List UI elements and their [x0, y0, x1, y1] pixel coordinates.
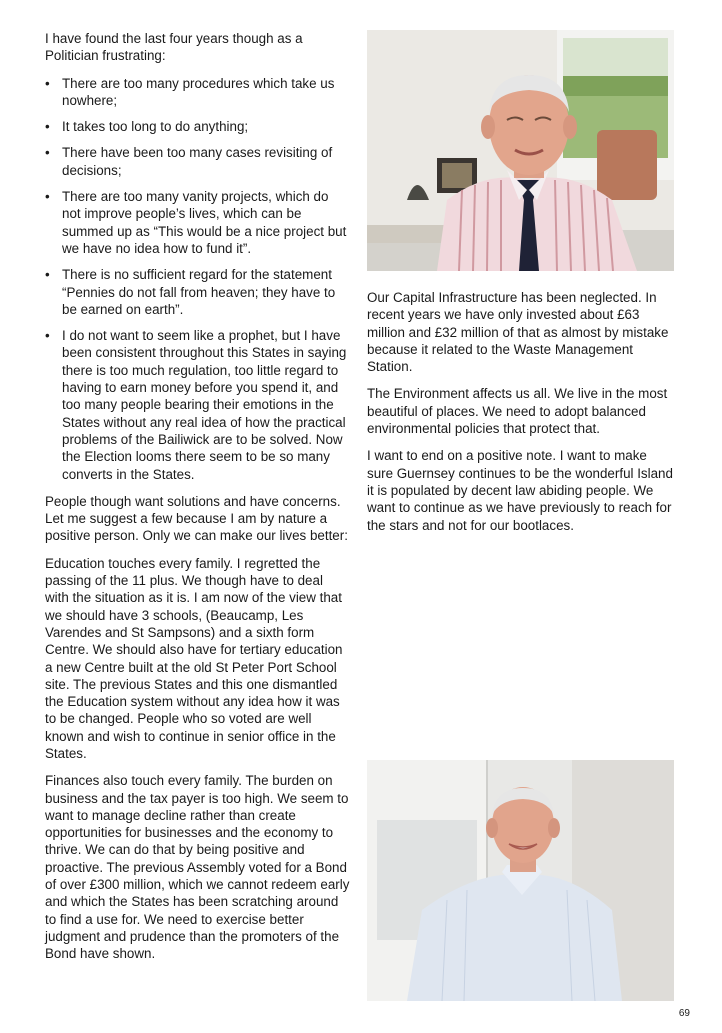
- page-number: 69: [678, 1008, 690, 1019]
- list-item: • There are too many vanity projects, which do not improve people’s lives, which can be summed up as “This would be a nice project but we have no idea how to fund it”.: [45, 188, 350, 257]
- list-item: • I do not want to seem like a prophet, but I have been consistent throughout this States in saying there is too much regulation, too little regard to having to earn money before you spend it, and too many people bearing their emotions in the States without any real idea of how the practical problems of the Bailiwick are to be solved. Now the Election looms there seem to be so many converts in the States.: [45, 327, 350, 483]
- list-item: • There have been too many cases revisiting of decisions;: [45, 144, 350, 179]
- environment-paragraph: The Environment affects us all. We live in the most beautiful of places. We need to adopt balanced environmental policies that protect that.: [367, 386, 668, 437]
- list-item: • There is no sufficient regard for the statement “Pennies do not fall from heaven; they have to be earned on earth”.: [45, 266, 350, 318]
- closing-paragraph: I want to end on a positive note. I want to make sure Guernsey continues to be the wonderful Island it is populated by decent law abiding people. We want to continue as we have previously to reach for the stars and not for our bootlaces.: [367, 448, 673, 533]
- list-item: • It takes too long to do anything;: [45, 118, 350, 135]
- frustrations-list: [45, 75, 350, 483]
- portrait-photo-office: [367, 30, 674, 271]
- right-column: [367, 30, 675, 544]
- portrait-office-illustration: [367, 30, 674, 271]
- finances-paragraph: Finances also touch every family. The burden on business and the tax payer is too high. We seem to want to manage decline rather than create opportunities for businesses and the economy to thrive. We can do that by being positive and proactive. The previous Assembly voted for a Bond of over £300 million, which we cannot redeem early and which the States has been scratching around to find a use for. We need to exercise better judgment and prudence than the promoters of the Bond have shown.: [45, 773, 350, 962]
- intro-paragraph: I have found the last four years though as a Politician frustrating:: [45, 31, 303, 64]
- education-paragraph: Education touches every family. I regretted the passing of the 11 plus. We though have to deal with the situation as it is. I am now of the view that we should have 3 schools, (Beaucamp, Les Varendes and St Sampsons) and a sixth form Centre. We should also have for tertiary education a new Centre built at the old St Peter Port School site. The previous States and this one dismantled the Education system without any idea how it was to be changed. People who so voted are well known and wish to continue in senior office in the States.: [45, 555, 343, 761]
- portrait-standing-illustration: [367, 760, 674, 1001]
- portrait-photo-standing: [367, 760, 674, 1001]
- solutions-paragraph: People though want solutions and have concerns. Let me suggest a few because I am by nature a positive person. Only we can make our lives better:: [45, 493, 348, 544]
- list-item: • There are too many procedures which take us nowhere;: [45, 75, 350, 110]
- infrastructure-paragraph: Our Capital Infrastructure has been neglected. In recent years we have only invested about £63 million and £32 million of that as almost by mistake because it related to the Waste Management Station.: [367, 290, 669, 375]
- left-column: [45, 30, 350, 973]
